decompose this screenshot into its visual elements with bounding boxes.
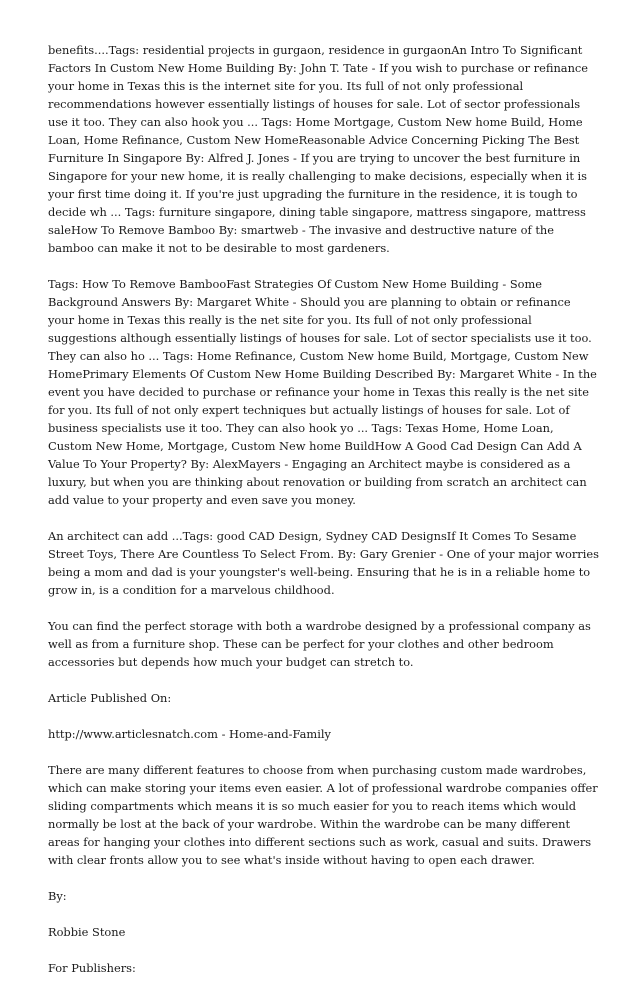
published-on-label: Article Published On:	[48, 691, 172, 705]
paragraph-storage: You can find the perfect storage with both a wardrobe designed by a professional company as well as from a furniture shop. These can be perfect for your clothes and other bedroom accessories but depends how much your budget can stretch to.	[48, 619, 591, 669]
source-url: http://www.articlesnatch.com - Home-and-Family	[48, 727, 331, 741]
paragraph-wardrobes: There are many different features to choose from when purchasing custom made wardrobes, which can make storing your items even easier. A lot of professional wardrobe companies offer sliding compartments which means it is so much easier for you to reach items which would normally be lost at the back of your wardrobe. Within the wardrobe can be many different areas for hanging your clothes into different sections such as work, casual and suits. Drawers with clear fronts allow you to see what's inside without having to open each drawer.	[48, 763, 598, 867]
document-page	[48, 41, 600, 995]
author-name: Robbie Stone	[48, 925, 126, 939]
for-publishers-label: For Publishers:	[48, 961, 136, 975]
paragraph-architect: An architect can add ...Tags: good CAD Design, Sydney CAD DesignsIf It Comes To Sesame Street Toys, There Are Countless To Select From. By: Gary Grenier - One of your major worries being a mom and dad is your youngster's well-being. Ensuring that he is in a reliable home to grow in, is a condition for a marvelous childhood.	[48, 529, 599, 597]
by-label: By:	[48, 889, 67, 903]
paragraph-tags-gurgaon: benefits....Tags: residential projects in gurgaon, residence in gurgaonAn Intro To Significant Factors In Custom New Home Building By: John T. Tate - If you wish to purchase or refinance your home in Texas this is the internet site for you. Its full of not only professional recommendations however essentially listings of houses for sale. Lot of sector professionals use it too. They can also hook you ... Tags: Home Mortgage, Custom New home Build, Home Loan, Home Refinance, Custom New HomeReasonable Advice Concerning Picking The Best Furniture In Singapore By: Alfred J. Jones - If you are trying to uncover the best furniture in Singapore for your new home, it is really challenging to make decisions, especially when it is your first time doing it. If you're just upgrading the furniture in the residence, it is tough to decide wh ... Tags: furniture singapore, dining table singapore, mattress singapore, mattress saleHow To Remove Bamboo By: smartweb - The invasive and destructive nature of the bamboo can make it not to be desirable to most gardeners.	[48, 43, 589, 255]
paragraph-tags-bamboo: Tags: How To Remove BambooFast Strategies Of Custom New Home Building - Some Background Answers By: Margaret White - Should you are planning to obtain or refinance your home in Texas this really is the net site for you. Its full of not only professional suggestions although essentially listings of houses for sale. Lot of sector specialists use it too. They can also ho ... Tags: Home Refinance, Custom New home Build, Mortgage, Custom New HomePrimary Elements Of Custom New Home Building Described By: Margaret White - In the event you have decided to purchase or refinance your home in Texas this really is the net site for you. Its full of not only expert techniques but actually listings of houses for sale. Lot of business specialists use it too. They can also hook yo ... Tags: Texas Home, Home Loan, Custom New Home, Mortgage, Custom New home BuildHow A Good Cad Design Can Add A Value To Your Property? By: AlexMayers - Engaging an Architect maybe is considered as a luxury, but when you are thinking about renovation or building from scratch an architect can add value to your property and even save you money.	[48, 277, 597, 507]
